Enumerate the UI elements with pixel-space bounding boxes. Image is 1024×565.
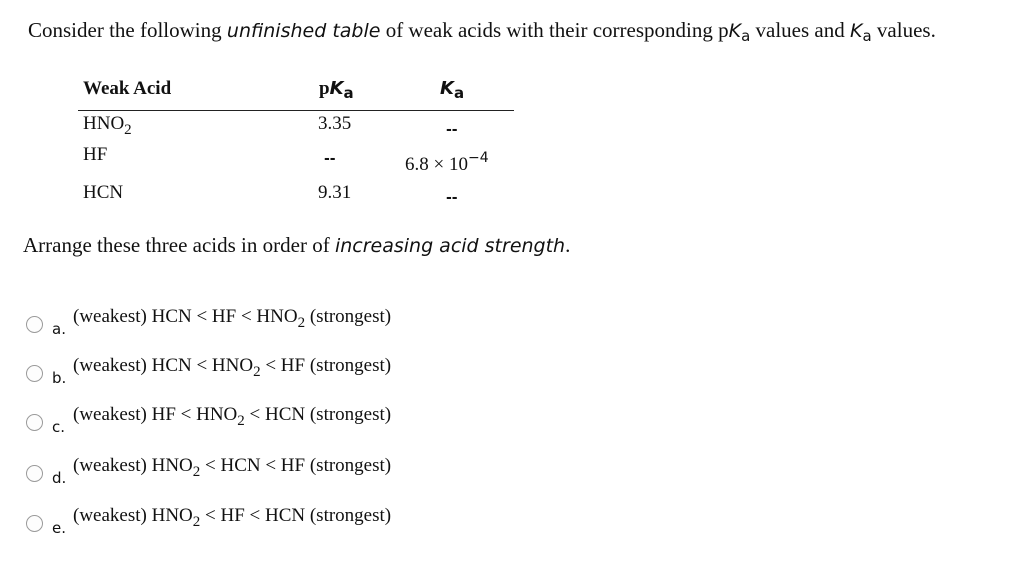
radio-button-b[interactable] <box>26 365 43 382</box>
option-c-label: (weakest) HF < $HNO_2$ < HCN (strongest) <box>73 404 392 429</box>
option-b[interactable] <box>26 355 446 391</box>
row-hf-ka: $6.8 \times 10^{-4}$ <box>405 150 489 175</box>
header-ka: $K_a$ <box>440 78 465 102</box>
option-a-letter: a. <box>52 320 66 338</box>
intro-part4: values. <box>871 18 936 42</box>
option-a[interactable] <box>26 306 446 342</box>
row-hcn-acid: HCN <box>83 182 124 203</box>
option-d-letter: d. <box>52 469 67 487</box>
row-hcn-ka: -- <box>446 190 458 206</box>
intro-ka-symbol-2: $K_a$ <box>850 20 872 45</box>
row-hno2-pka: 3.35 <box>318 113 352 134</box>
header-weak-acid: Weak Acid <box>83 78 172 99</box>
intro-ka-symbol-1: $K_a$ <box>728 20 751 45</box>
row-hno2-ka: -- <box>446 122 458 138</box>
question-part1: Arrange these three acids in order of <box>23 233 335 257</box>
header-divider <box>78 110 514 111</box>
option-d[interactable] <box>26 455 446 491</box>
option-b-label: (weakest) HCN < $HNO_2$ < HF (strongest) <box>73 355 392 380</box>
option-b-letter: b. <box>52 369 67 387</box>
option-c-letter: c. <box>52 418 66 436</box>
question-part2: . <box>565 233 571 257</box>
intro-part1: Consider the following <box>28 18 227 42</box>
option-a-label: (weakest) HCN < HF < $HNO_2$ (strongest) <box>73 306 392 331</box>
intro-part2: of weak acids with their corresponding p <box>380 18 729 42</box>
row-hno2-acid: $HNO_2$ <box>83 113 132 138</box>
radio-button-a[interactable] <box>26 316 43 333</box>
acid-table <box>78 76 514 206</box>
header-pka: $pK_a$ <box>319 78 354 102</box>
option-c[interactable] <box>26 404 446 440</box>
option-d-label: (weakest) $HNO_2$ < HCN < HF (strongest) <box>73 455 392 480</box>
row-hf-acid: HF <box>83 144 108 165</box>
intro-emphasis: unfinished table <box>226 20 381 42</box>
intro-text <box>28 18 936 43</box>
radio-button-d[interactable] <box>26 465 43 482</box>
radio-button-c[interactable] <box>26 414 43 431</box>
question-emphasis: increasing acid strength <box>334 235 566 257</box>
question-text <box>23 233 570 258</box>
option-e-label: (weakest) $HNO_2$ < HF < HCN (strongest) <box>73 505 392 530</box>
intro-part3: values and <box>750 18 850 42</box>
radio-button-e[interactable] <box>26 515 43 532</box>
row-hcn-pka: 9.31 <box>318 182 352 203</box>
option-e[interactable] <box>26 505 446 541</box>
option-e-letter: e. <box>52 519 66 537</box>
row-hf-pka: -- <box>324 151 336 167</box>
